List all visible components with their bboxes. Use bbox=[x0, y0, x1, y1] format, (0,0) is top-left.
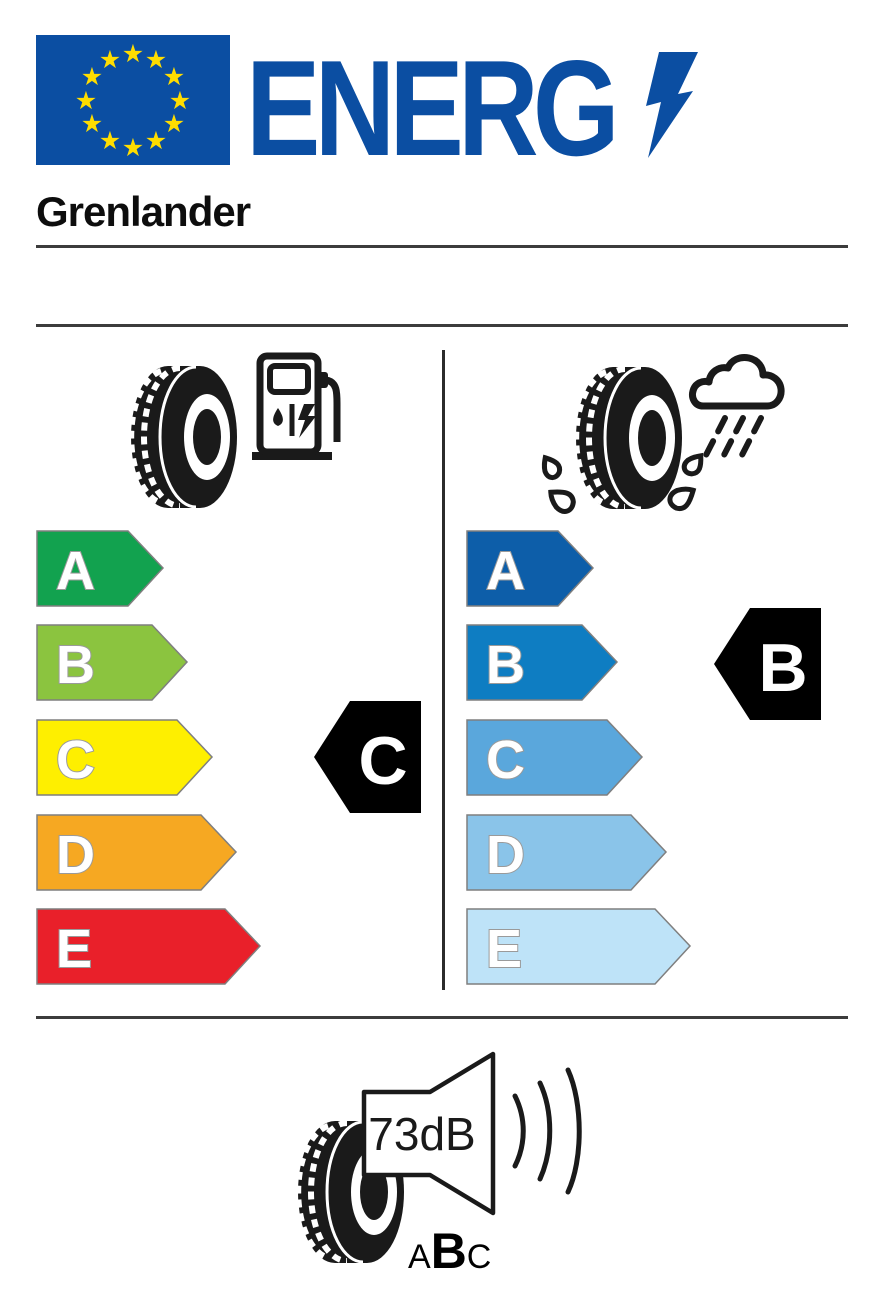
noise-class-b-selected: B bbox=[430, 1223, 467, 1279]
divider-line bbox=[36, 1016, 848, 1019]
svg-text:★: ★ bbox=[168, 87, 192, 115]
fuel-efficiency-rating-indicator bbox=[313, 700, 423, 814]
eu-flag-icon bbox=[36, 35, 230, 165]
sound-wave-icon bbox=[515, 1070, 579, 1192]
grade-letter: A bbox=[486, 541, 525, 601]
svg-text:★: ★ bbox=[121, 134, 145, 162]
noise-class-scale bbox=[408, 1222, 491, 1280]
svg-text:★: ★ bbox=[80, 63, 104, 91]
wet-grip-scale bbox=[466, 530, 736, 986]
grade-letter: A bbox=[56, 541, 95, 601]
rating-letter: C bbox=[358, 723, 408, 799]
energ-logo-text: ENERG bbox=[246, 32, 614, 184]
svg-text:★: ★ bbox=[74, 87, 98, 115]
grade-letter: B bbox=[56, 635, 95, 695]
tire-icon bbox=[131, 366, 237, 508]
svg-text:★: ★ bbox=[162, 63, 186, 91]
grade-letter: C bbox=[56, 730, 95, 790]
lightning-bolt-icon bbox=[642, 52, 704, 160]
divider-line bbox=[36, 324, 848, 327]
grade-letter: B bbox=[486, 635, 525, 695]
svg-text:★: ★ bbox=[144, 127, 168, 155]
grade-letter: C bbox=[486, 730, 525, 790]
grade-letter: E bbox=[486, 919, 523, 979]
supplier-name: Grenlander bbox=[36, 188, 251, 235]
fuel-pump-icon bbox=[252, 356, 337, 456]
grade-letter: D bbox=[56, 825, 95, 885]
divider-line bbox=[36, 245, 848, 248]
grade-letter: D bbox=[486, 825, 525, 885]
tire-fuel-pump-icon bbox=[115, 350, 445, 525]
rain-cloud-icon bbox=[692, 357, 781, 455]
rating-letter: B bbox=[758, 630, 808, 706]
tire-icon bbox=[576, 367, 682, 509]
svg-text:★: ★ bbox=[98, 127, 122, 155]
svg-text:★: ★ bbox=[80, 110, 104, 138]
svg-text:★: ★ bbox=[121, 40, 145, 68]
svg-text:★: ★ bbox=[144, 46, 168, 74]
fuel-efficiency-scale bbox=[36, 530, 306, 986]
grade-letter: E bbox=[56, 919, 93, 979]
noise-class-c: C bbox=[466, 1238, 492, 1276]
wet-grip-rating-indicator bbox=[713, 607, 823, 721]
noise-class-a: A bbox=[408, 1238, 431, 1276]
noise-level-value: 73dB bbox=[368, 1108, 476, 1160]
tire-rain-cloud-icon bbox=[535, 348, 870, 533]
svg-text:★: ★ bbox=[162, 110, 186, 138]
divider-line bbox=[442, 350, 445, 990]
svg-text:★: ★ bbox=[98, 46, 122, 74]
